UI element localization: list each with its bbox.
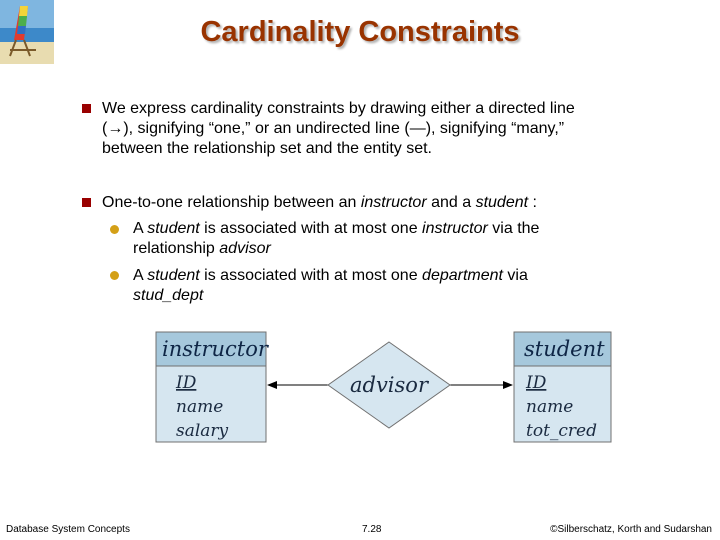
sub-bullet-1-line-2: relationship advisor bbox=[133, 240, 271, 257]
entity-student-name: student bbox=[524, 337, 605, 361]
relationship-advisor-name: advisor bbox=[349, 373, 429, 397]
bullet-1-line-2: (→), signifying “one,” or an undirected line (—), signifying “many,” bbox=[102, 120, 565, 137]
sub-bullet-1-line-1: A student is associated with at most one instructor via the bbox=[133, 220, 540, 237]
bullet-2-line-1: One-to-one relationship between an instructor and a student : bbox=[102, 194, 537, 211]
student-attr-id: ID bbox=[526, 373, 547, 393]
footer-left: Database System Concepts bbox=[6, 524, 130, 535]
instructor-attr-name: name bbox=[176, 397, 224, 417]
entity-instructor-name: instructor bbox=[162, 337, 268, 361]
footer-copyright: ©Silberschatz, Korth and Sudarshan bbox=[550, 524, 712, 535]
bullet-1-line-3: between the relationship set and the entity set. bbox=[102, 140, 432, 157]
student-attr-name: name bbox=[526, 397, 574, 417]
sub-bullet-2-line-2: stud_dept bbox=[133, 287, 204, 304]
student-attr-tot-cred: tot_cred bbox=[526, 421, 597, 441]
relationship-advisor bbox=[328, 342, 450, 428]
instructor-attr-id: ID bbox=[176, 373, 197, 393]
instructor-attr-salary: salary bbox=[176, 421, 229, 441]
entity-student bbox=[514, 332, 611, 442]
slide-title: Cardinality Constraints bbox=[200, 16, 520, 48]
footer-page-number: 7.28 bbox=[362, 524, 382, 535]
entity-instructor bbox=[156, 332, 270, 442]
bullet-1-line-1: We express cardinality constraints by drawing either a directed line bbox=[102, 100, 575, 117]
sub-bullet-2-line-1: A student is associated with at most one department via bbox=[133, 267, 528, 284]
